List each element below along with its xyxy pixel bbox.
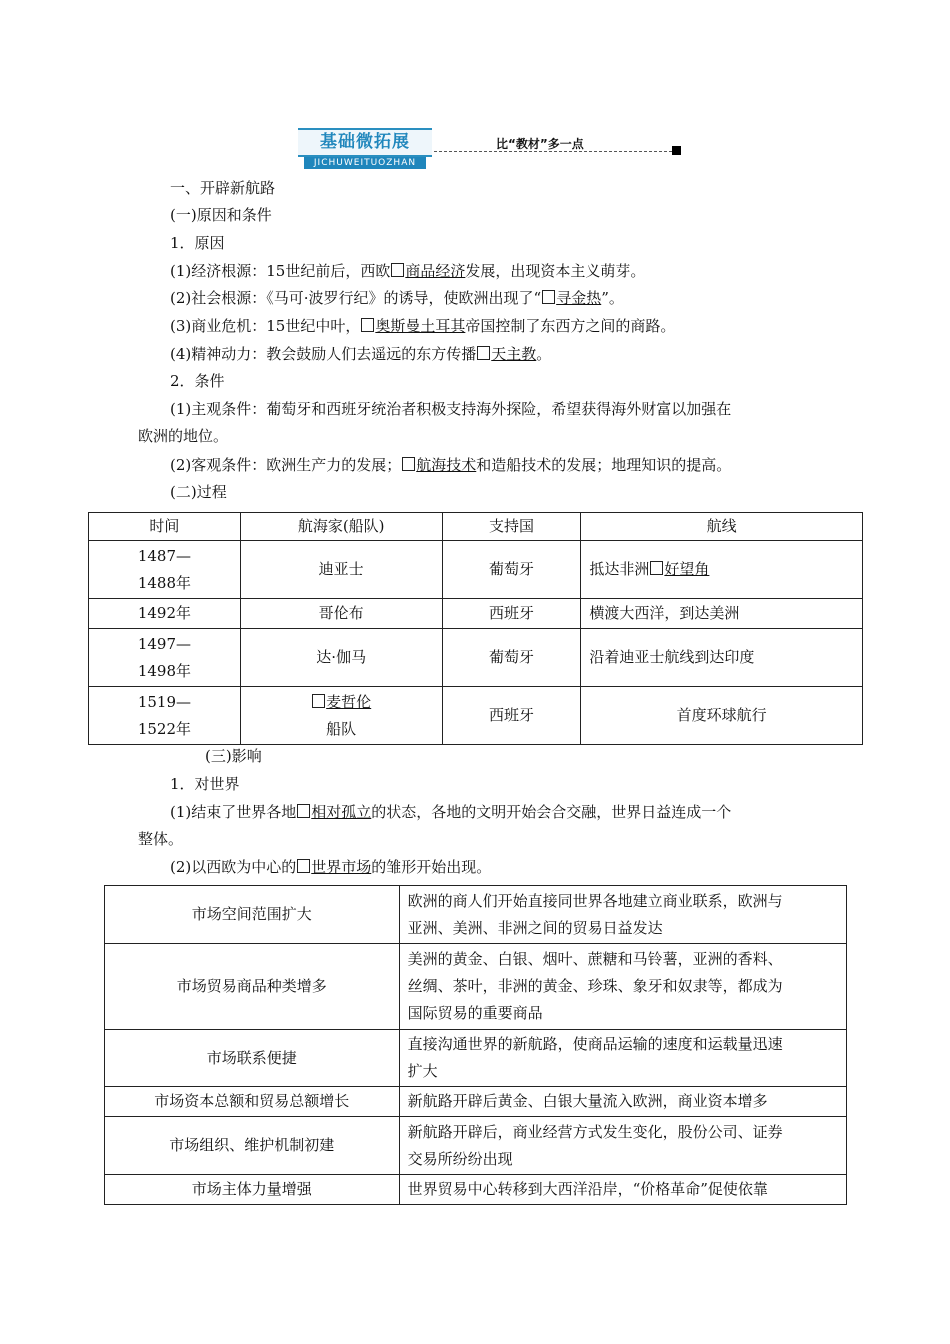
column-header: 支持国 <box>442 513 581 541</box>
table-row <box>89 629 863 687</box>
heading-conditions: 2．条件 <box>170 372 225 390</box>
reason-spirit: (4)精神动力：教会鼓励人们去遥远的东方传播 天主教。 <box>170 345 552 363</box>
table-row <box>105 1117 847 1175</box>
market-aspect-cell: 市场资本总额和贸易总额增长 <box>105 1087 400 1117</box>
answer: 世界市场 <box>311 858 372 876</box>
heading-reasons: 1．原因 <box>170 234 225 252</box>
table-row <box>105 944 847 1030</box>
blank-box-icon <box>477 346 490 360</box>
answer: 寻金热 <box>556 289 602 307</box>
section-title: 一、开辟新航路 <box>170 179 276 197</box>
market-detail-cell: 欧洲的商人们开始直接同世界各地建立商业联系，欧洲与 亚洲、美洲、非洲之间的贸易日益发达 <box>399 886 846 944</box>
banner-title: 基础微拓展 <box>298 128 432 157</box>
column-header: 时间 <box>89 513 241 541</box>
table-row <box>89 599 863 629</box>
table-row <box>89 541 863 599</box>
blank-box-icon <box>312 694 325 708</box>
time-cell: 1519— 1522年 <box>89 687 241 745</box>
answer: 相对孤立 <box>311 803 372 821</box>
market-aspect-cell: 市场联系便捷 <box>105 1030 400 1087</box>
answer: 航海技术 <box>416 456 477 474</box>
market-aspect-cell: 市场贸易商品种类增多 <box>105 944 400 1030</box>
subsection-title: (一)原因和条件 <box>170 206 272 224</box>
table-row <box>105 1175 847 1205</box>
heading-world: 1．对世界 <box>170 775 240 793</box>
blank-box-icon <box>297 859 310 873</box>
table-row <box>105 1087 847 1117</box>
market-detail-cell: 新航路开辟后，商业经营方式发生变化，股份公司、证券 交易所纷纷出现 <box>399 1117 846 1175</box>
market-detail-cell: 直接沟通世界的新航路，使商品运输的速度和运载量迅速 扩大 <box>399 1030 846 1087</box>
blank-box-icon <box>361 318 374 332</box>
column-header: 航海家(船队) <box>240 513 442 541</box>
navigator-cell: 麦哲伦 船队 <box>240 687 442 745</box>
market-aspect-cell: 市场主体力量增强 <box>105 1175 400 1205</box>
market-aspect-cell: 市场空间范围扩大 <box>105 886 400 944</box>
answer: 奥斯曼土耳其 <box>375 317 466 335</box>
market-aspect-cell: 市场组织、维护机制初建 <box>105 1117 400 1175</box>
impact-isolation: (1)结束了世界各地 相对孤立的状态，各地的文明开始会合交融，世界日益连成一个 <box>170 803 732 821</box>
time-cell: 1487— 1488年 <box>89 541 241 599</box>
banner-slogan: 比“教材”多一点 <box>496 137 584 151</box>
market-detail-cell: 世界贸易中心转移到大西洋沿岸，“价格革命”促使依靠 <box>399 1175 846 1205</box>
market-detail-cell: 美洲的黄金、白银、烟叶、蔗糖和马铃薯，亚洲的香料、 丝绸、茶叶，非洲的黄金、珍珠、象牙和奴隶等，都成为 国际贸易的重要商品 <box>399 944 846 1030</box>
blank-box-icon <box>650 561 663 575</box>
country-cell: 西班牙 <box>442 687 581 745</box>
country-cell: 葡萄牙 <box>442 629 581 687</box>
table-row <box>89 687 863 745</box>
route-cell: 横渡大西洋，到达美洲 <box>581 599 863 629</box>
blank-box-icon <box>297 804 310 818</box>
navigator-cell: 迪亚士 <box>240 541 442 599</box>
condition-subjective-cont: 欧洲的地位。 <box>138 427 229 445</box>
voyages-table <box>88 512 863 745</box>
blank-box-icon <box>391 263 404 277</box>
table-header-row <box>89 513 863 541</box>
condition-objective: (2)客观条件：欧洲生产力的发展； 航海技术和造船技术的发展；地理知识的提高。 <box>170 456 732 474</box>
reason-commerce: (3)商业危机：15世纪中叶， 奥斯曼土耳其帝国控制了东西方之间的商路。 <box>170 317 676 335</box>
route-cell: 沿着迪亚士航线到达印度 <box>581 629 863 687</box>
country-cell: 西班牙 <box>442 599 581 629</box>
square-bullet-icon <box>672 146 681 155</box>
condition-subjective: (1)主观条件：葡萄牙和西班牙统治者积极支持海外探险，希望获得海外财富以加强在 <box>170 400 732 418</box>
route-cell: 首度环球航行 <box>581 687 863 745</box>
country-cell: 葡萄牙 <box>442 541 581 599</box>
route-cell: 抵达非洲 好望角 <box>581 541 863 599</box>
subsection-title: (二)过程 <box>170 483 227 501</box>
table-row <box>105 1030 847 1087</box>
answer: 商品经济 <box>405 262 466 280</box>
impact-isolation-cont: 整体。 <box>138 830 184 848</box>
banner-badge <box>298 128 432 168</box>
impact-market: (2)以西欧为中心的 世界市场的雏形开始出现。 <box>170 858 492 876</box>
subsection-title: (三)影响 <box>205 747 262 765</box>
blank-box-icon <box>402 457 415 471</box>
navigator-cell: 达·伽马 <box>240 629 442 687</box>
market-detail-cell: 新航路开辟后黄金、白银大量流入欧洲，商业资本增多 <box>399 1087 846 1117</box>
section-banner <box>298 128 684 170</box>
column-header: 航线 <box>581 513 863 541</box>
table-row <box>105 886 847 944</box>
answer: 好望角 <box>664 560 710 578</box>
reason-social: (2)社会根源：《马可·波罗行纪》的诱导，使欧洲出现了“ 寻金热”。 <box>170 289 624 307</box>
reason-economic: (1)经济根源：15世纪前后，西欧 商品经济发展，出现资本主义萌芽。 <box>170 262 646 280</box>
navigator-cell: 哥伦布 <box>240 599 442 629</box>
market-table <box>104 885 847 1205</box>
time-cell: 1492年 <box>89 599 241 629</box>
banner-subtitle: JICHUWEITUOZHAN <box>304 157 426 169</box>
answer: 麦哲伦 <box>326 692 372 711</box>
blank-box-icon <box>542 290 555 304</box>
answer: 天主教 <box>491 345 537 363</box>
time-cell: 1497— 1498年 <box>89 629 241 687</box>
